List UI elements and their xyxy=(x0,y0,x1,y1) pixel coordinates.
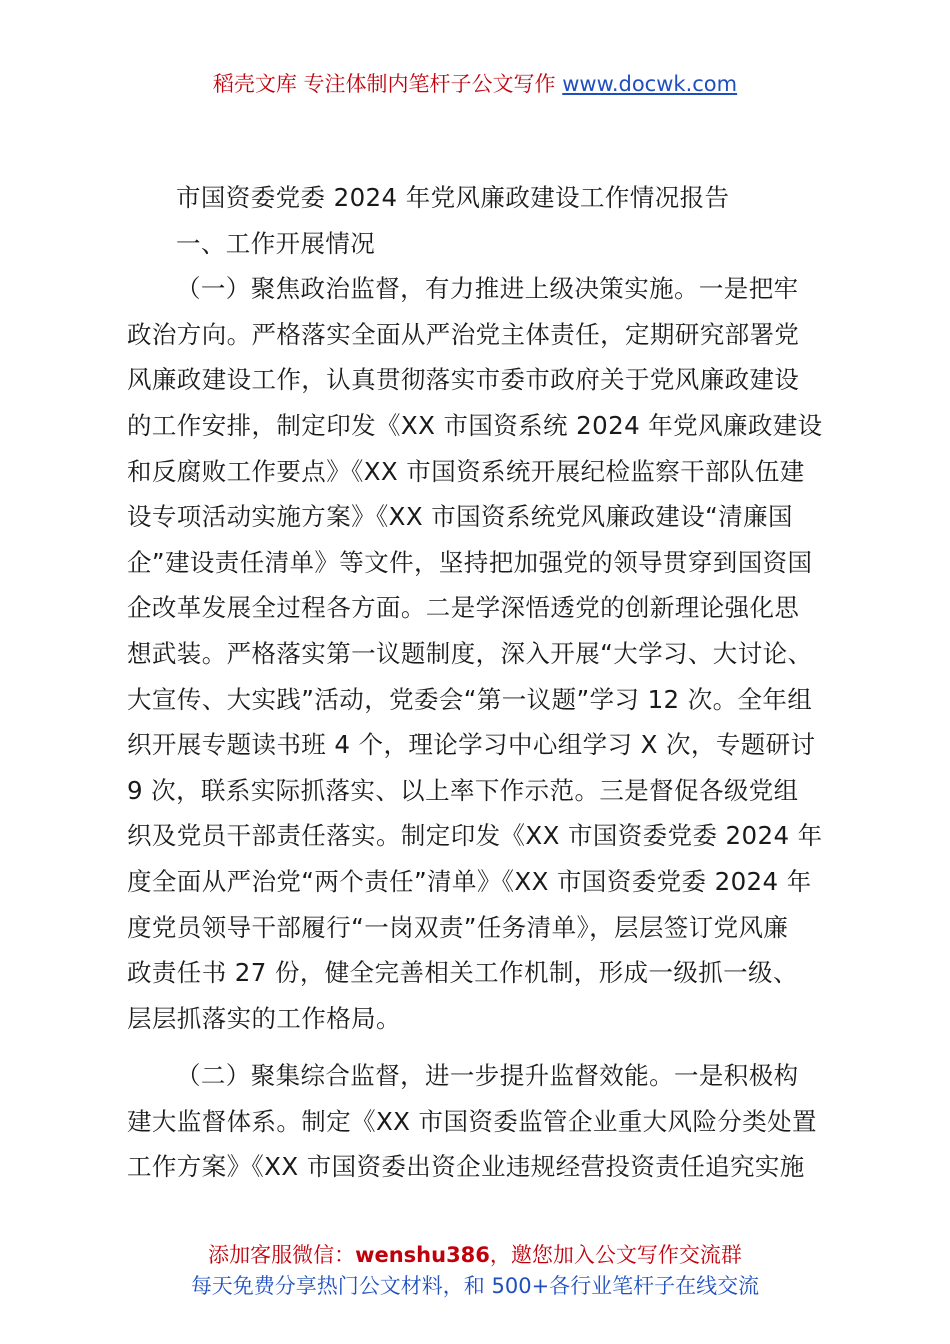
paragraph-line: 建大监督体系。制定《XX 市国资委监管企业重大风险分类处置 xyxy=(127,1106,817,1136)
paragraph-line: （一）聚焦政治监督，有力推进上级决策实施。一是把牢 xyxy=(176,274,799,304)
paragraph-line: 度党员领导干部履行“一岗双责”任务清单》，层层签订党风廉 xyxy=(127,912,789,942)
footer-share-line: 每天免费分享热门公文材料，和 500+各行业笔杆子在线交流 xyxy=(190,1274,760,1298)
paragraph-line: 9 次，联系实际抓落实、以上率下作示范。三是督促各级党组 xyxy=(127,775,799,805)
paragraph-line: 度全面从严治党“两个责任”清单》《XX 市国资委党委 2024 年 xyxy=(127,866,812,896)
paragraph-line: 层层抓落实的工作格局。 xyxy=(127,1003,401,1033)
paragraph-line: 设专项活动实施方案》《XX 市国资系统党风廉政建设“清廉国 xyxy=(127,502,793,532)
site-header xyxy=(0,68,950,100)
paragraph-line: 政责任书 27 份，健全完善相关工作机制，形成一级抓一级、 xyxy=(127,958,798,988)
section-heading: 一、工作开展情况 xyxy=(176,228,376,258)
paragraph-line: 织及党员干部责任落实。制定印发《XX 市国资委党委 2024 年 xyxy=(127,821,823,851)
document-body xyxy=(127,175,833,1190)
paragraph-line: 大宣传、大实践”活动，党委会“第一议题”学习 12 次。全年组 xyxy=(127,684,813,714)
paragraph-line: 想武装。严格落实第一议题制度，深入开展“大学习、大讨论、 xyxy=(127,638,813,668)
site-brand-text: 稻壳文库 专注体制内笔杆子公文写作 xyxy=(212,72,563,96)
paragraph-line: 企改革发展全过程各方面。二是学深悟透党的创新理论强化思 xyxy=(127,593,800,623)
footer-wechat-suffix: ，邀您加入公文写作交流群 xyxy=(489,1243,742,1267)
paragraph-line: 织开展专题读书班 4 个，理论学习中心组学习 X 次，专题研讨 xyxy=(127,730,816,760)
paragraph-gap xyxy=(127,1041,833,1053)
paragraph-line: 政治方向。严格落实全面从严治党主体责任，定期研究部署党 xyxy=(127,319,800,349)
paragraph-line: 企”建设责任清单》等文件，坚持把加强党的领导贯穿到国资国 xyxy=(127,547,813,577)
wechat-id: wenshu386 xyxy=(355,1243,490,1267)
paragraph-line: （二）聚集综合监督，进一步提升监督效能。一是积极构 xyxy=(176,1061,799,1091)
site-url-link[interactable]: www.docwk.com xyxy=(562,72,738,96)
document-title: 市国资委党委 2024 年党风廉政建设工作情况报告 xyxy=(176,183,730,212)
footer-wechat-prefix: 添加客服微信： xyxy=(208,1243,356,1267)
paragraph-2 xyxy=(127,1053,833,1190)
paragraph-line: 风廉政建设工作，认真贯彻落实市委市政府关于党风廉政建设 xyxy=(127,365,800,395)
paragraph-1 xyxy=(127,266,833,1041)
footer-wechat-line xyxy=(0,1240,950,1271)
paragraph-line: 的工作安排，制定印发《XX 市国资系统 2024 年党风廉政建设 xyxy=(127,410,823,440)
promo-footer xyxy=(0,1240,950,1302)
paragraph-line: 和反腐败工作要点》《XX 市国资系统开展纪检监察干部队伍建 xyxy=(127,456,805,486)
paragraph-line: 工作方案》《XX 市国资委出资企业违规经营投资责任追究实施 xyxy=(127,1152,805,1182)
